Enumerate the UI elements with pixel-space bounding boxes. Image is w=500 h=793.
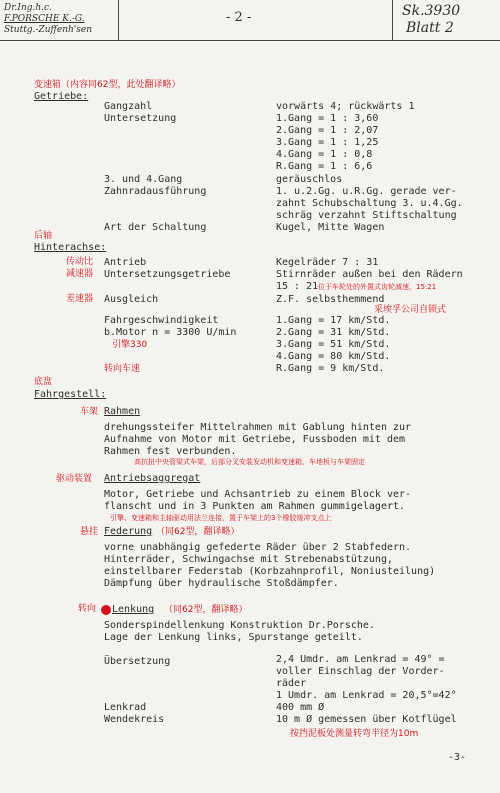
sheet-number: Blatt 2: [406, 20, 454, 36]
rahmen-line: Aufnahme von Motor mit Getriebe, Fussboden mit dem: [104, 434, 406, 445]
antriebsaggregat-text-note: 引擎、变速箱和主轴驱动用法兰连接，置于车架上的3个橡胶缓冲支点上: [110, 514, 332, 522]
federung-line: Dämpfung über hydraulische Stoßdämpfer.: [104, 578, 339, 589]
lenkung-note: [78, 603, 96, 615]
schaltung-value: Kugel, Mitte Wagen: [276, 222, 385, 233]
next-page-marker: -3-: [448, 752, 467, 763]
speed-gear-r: R.Gang = 9 km/Std.: [276, 363, 385, 374]
speed-values: [276, 315, 390, 375]
company-line-2: F.PORSCHE K.-G.: [4, 14, 85, 24]
lenkung-note-text: 转向: [78, 604, 97, 614]
ausgleich-value-note: 采埃孚公司自锁式: [374, 305, 447, 315]
page-number-box: [118, 0, 393, 41]
uebersetzung-values: [276, 654, 457, 702]
federung-line: Hinterräder, Schwingachse mit Strebenabstützung,: [104, 554, 393, 565]
lenkung-note-2: （同62型，翻译略）: [164, 605, 248, 615]
company-box: [0, 0, 119, 41]
fahrgestell-note: 底盘: [34, 377, 53, 387]
wendekreis-note: 按挡泥板处测量转弯半径为10m: [290, 729, 419, 739]
untersetzungsgetriebe-note: 减速器: [66, 269, 94, 279]
gear-ratio-1: 1.Gang = 1 : 3,60: [276, 113, 379, 124]
speed-gear-4: 4.Gang = 80 km/Std.: [276, 351, 391, 362]
company-line-3: Stuttg.-Zuffenh'sen: [4, 25, 93, 35]
uebersetzung-line: 2,4 Umdr. am Lenkrad = 49° =: [276, 654, 445, 665]
antriebsaggregat-text: [104, 489, 411, 513]
untersetzungsgetriebe-value-note: 位于车轮处的外置式齿轮减速，15:21: [318, 283, 437, 291]
gear-ratio-3: 3.Gang = 1 : 1,25: [276, 137, 379, 148]
rahmen-line: Rahmen fest verbunden.: [104, 446, 237, 457]
ausgleich-value: Z.F. selbsthemmend: [276, 294, 385, 305]
untersetzung-label: Untersetzung: [104, 113, 177, 124]
antriebsaggregat-line: Motor, Getriebe und Achsantrieb zu einem Block ver-: [104, 489, 412, 500]
gear-ratio-r: R.Gang = 1 : 6,6: [276, 161, 373, 172]
federung-note-2: （同62型，翻译略）: [156, 527, 240, 537]
antrieb-note: 传动比: [66, 257, 94, 267]
lenkrad-value: 400 mm Ø: [276, 702, 325, 713]
uebersetzung-line: 1 Umdr. am Lenkrad = 20,5°=42°: [276, 690, 457, 701]
antrieb-value: Kegelräder 7 : 31: [276, 257, 379, 268]
zahnrad-line: 1. u.2.Gg. u.R.Gg. gerade ver-: [276, 186, 457, 197]
red-dot-marker: [101, 605, 111, 615]
federung-heading: Federung: [104, 526, 153, 537]
zahnrad-label: Zahnradausführung: [104, 186, 207, 197]
doc-number-box: [392, 0, 500, 41]
zahnrad-line: schräg verzahnt Stiftschaltung: [276, 210, 457, 221]
zahnrad-line: zahnt Schubschaltung 3. u.4.Gg.: [276, 198, 463, 209]
rahmen-heading: Rahmen: [104, 406, 141, 417]
lenkung-line: Lage der Lenkung links, Spurstange geteilt.: [104, 632, 363, 643]
untersetzungsgetriebe-label: Untersetzungsgetriebe: [104, 269, 231, 280]
rahmen-line: drehungssteifer Mittelrahmen mit Gablung hinten zur: [104, 422, 412, 433]
federung-note: 悬挂: [80, 527, 99, 537]
lenkung-line: Sonderspindellenkung Konstruktion Dr.Porsche.: [104, 620, 375, 631]
speed-gear-3: 3.Gang = 51 km/Std.: [276, 339, 391, 350]
rahmen-text: [104, 422, 411, 458]
getriebe-heading: Getriebe:: [34, 91, 89, 102]
wendekreis-value: 10 m Ø gemessen über Kotflügel: [276, 714, 457, 725]
motor-speed-label: b.Motor n = 3300 U/min: [104, 327, 237, 338]
antriebsaggregat-line: flanscht und in 3 Punkten am Rahmen gummigelagert.: [104, 501, 406, 512]
getriebe-note: 变速箱（内容同62型，此处翻译略）: [34, 80, 181, 90]
ausgleich-note: 差速器: [66, 294, 94, 304]
speed-gear-1: 1.Gang = 17 km/Std.: [276, 315, 391, 326]
gangzahl-value: vorwärts 4; rückwärts 1: [276, 101, 415, 112]
lenkung-heading: Lenkung: [112, 604, 155, 615]
uebersetzung-line: voller Einschlag der Vorder-: [276, 666, 445, 677]
gear-ratio-2: 2.Gang = 1 : 2,07: [276, 125, 379, 136]
untersetzung-values: [276, 113, 378, 173]
lenkung-text: [104, 620, 375, 644]
gang34-value: geräuschlos: [276, 174, 343, 185]
doc-number: Sk.3930: [402, 3, 461, 19]
gangzahl-label: Gangzahl: [104, 101, 153, 112]
gang34-label: 3. und 4.Gang: [104, 174, 183, 185]
antrieb-label: Antrieb: [104, 257, 147, 268]
antriebsaggregat-heading: Antriebsaggregat: [104, 473, 201, 484]
federung-line: einstellbarer Federstab (Korbzahnprofil, Noniusteilung): [104, 566, 436, 577]
uebersetzung-label: Übersetzung: [104, 656, 171, 667]
fahrgeschwindigkeit-label: Fahrgeschwindigkeit: [104, 315, 219, 326]
hinterachse-note: 后轴: [34, 231, 53, 241]
rahmen-text-note: 高抗扭中央管梁式车架，后部分叉安装发动机和变速箱，车地板与车架固定: [134, 458, 365, 466]
gear-ratio-4: 4.Gang = 1 : 0,8: [276, 149, 373, 160]
fahrgestell-heading: Fahrgestell:: [34, 389, 107, 400]
uebersetzung-line: räder: [276, 678, 307, 689]
zahnrad-values: [276, 186, 463, 222]
wendekreis-label: Wendekreis: [104, 714, 165, 725]
speed-gear-2: 2.Gang = 31 km/Std.: [276, 327, 391, 338]
hinterachse-heading: Hinterachse:: [34, 242, 107, 253]
lenkrad-label: Lenkrad: [104, 702, 147, 713]
rahmen-note: 车架: [80, 407, 99, 417]
untersetzungsgetriebe-value-2: 15 : 21: [276, 281, 319, 292]
ausgleich-label: Ausgleich: [104, 294, 159, 305]
schaltung-label: Art der Schaltung: [104, 222, 207, 233]
company-line-1: Dr.Ing.h.c.: [4, 3, 52, 13]
federung-text: [104, 542, 435, 590]
untersetzungsgetriebe-value-1: Stirnräder außen bei den Rädern: [276, 269, 463, 280]
motor-speed-note: 引擎330: [112, 340, 148, 350]
page-marker: - 2 -: [226, 10, 252, 25]
antriebsaggregat-note: 驱动装置: [56, 474, 93, 484]
speed-note: 转向车速: [104, 364, 141, 374]
federung-line: vorne unabhängig gefederte Räder über 2 Stabfedern.: [104, 542, 412, 553]
